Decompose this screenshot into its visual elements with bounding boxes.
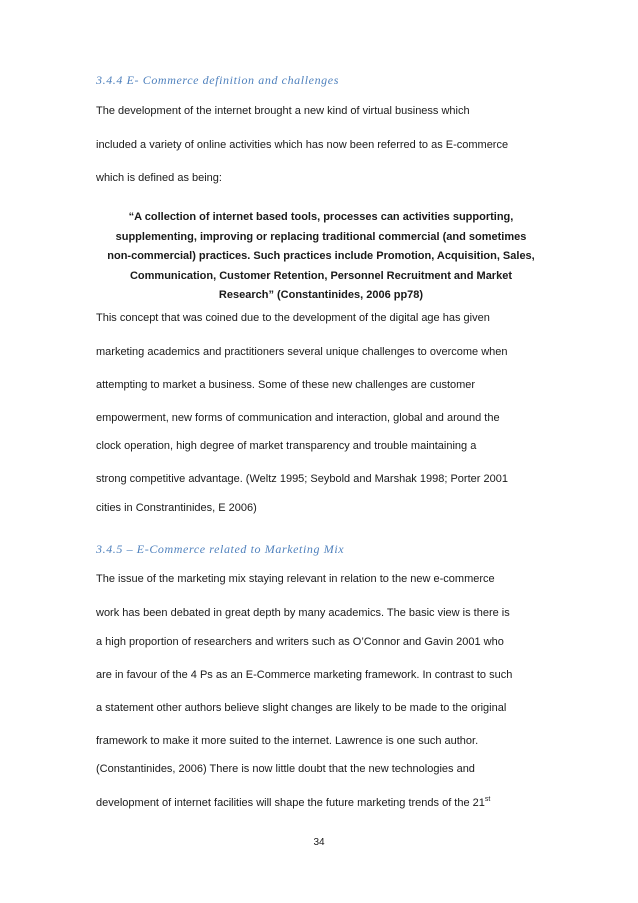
body-text-line: attempting to market a business. Some of these new challenges are customer — [96, 379, 476, 391]
body-text-line: included a variety of online activities which has now been referred to as E-commerce — [96, 139, 509, 151]
body-text-line: framework to make it more suited to the internet. Lawrence is one such author. — [96, 735, 479, 747]
body-text-line: strong competitive advantage. (Weltz 1995; Seybold and Marshak 1998; Porter 2001 — [96, 473, 508, 485]
body-text-line: cities in Constrantinides, E 2006) — [96, 502, 257, 514]
body-text-line: The development of the internet brought a new kind of virtual business which — [96, 105, 470, 117]
body-text-line: a high proportion of researchers and writers such as O’Connor and Gavin 2001 who — [96, 636, 504, 648]
body-text-line: (Constantinides, 2006) There is now little doubt that the new technologies and — [96, 763, 475, 775]
quote-line: supplementing, improving or replacing traditional commercial (and sometimes — [115, 230, 527, 243]
body-text-line: The issue of the marketing mix staying relevant in relation to the new e-commerce — [96, 573, 495, 585]
body-text: development of internet facilities will shape the future marketing trends of the 21 — [96, 797, 485, 809]
body-text-line: work has been debated in great depth by many academics. The basic view is there is — [96, 607, 510, 619]
body-text-line: clock operation, high degree of market transparency and trouble maintaining a — [96, 440, 477, 452]
body-text-line-last — [96, 796, 490, 809]
body-text-line: a statement other authors believe slight changes are likely to be made to the original — [96, 702, 507, 714]
ordinal-superscript: st — [484, 796, 491, 803]
body-text-line: which is defined as being: — [96, 172, 222, 184]
quote-line: “A collection of internet based tools, processes can activities supporting, — [128, 211, 514, 223]
section-heading-3-4-5: 3.4.5 – E-Commerce related to Marketing Mix — [96, 542, 345, 556]
page-number: 34 — [313, 837, 325, 848]
quote-line: Research” (Constantinides, 2006 pp78) — [218, 289, 424, 301]
body-text-line: are in favour of the 4 Ps as an E-Commerce marketing framework. In contrast to such — [96, 669, 513, 681]
section-heading-3-4-4: 3.4.4 E- Commerce definition and challenges — [96, 73, 339, 87]
quote-line: non-commercial) practices. Such practices include Promotion, Acquisition, Sales, — [107, 250, 535, 262]
quote-line: Communication, Customer Retention, Personnel Recruitment and Market — [129, 269, 512, 282]
body-text-line: This concept that was coined due to the development of the digital age has given — [96, 312, 490, 324]
body-text-line: empowerment, new forms of communication and interaction, global and around the — [96, 412, 500, 424]
definition-quote — [96, 208, 546, 306]
body-text-line: marketing academics and practitioners several unique challenges to overcome when — [96, 346, 508, 358]
